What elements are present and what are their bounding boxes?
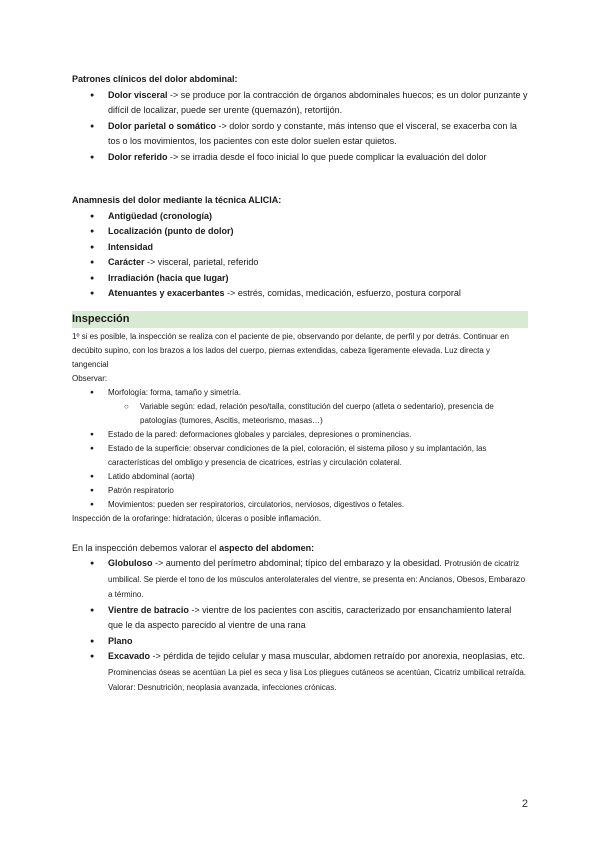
spacer (72, 180, 528, 193)
inspeccion-body (72, 330, 528, 526)
list-item: ● Morfología: forma, tamaño y simetría. ○ Variable según: edad, relación peso/talla, constitución del cuerpo (atleta o sedentario), presencia de patologías (tumores, Ascitis, meteorismo, masas…) (108, 386, 528, 428)
list-item: ● Dolor visceral -> se produce por la contracción de órganos abdominales huecos; es un dolor punzante y difícil de localizar, puede ser urente (quemazón), retortijón. (108, 88, 528, 119)
list-item: ● Carácter -> visceral, parietal, referido (108, 255, 528, 271)
list-item: ● Atenuantes y exacerbantes -> estrés, comidas, medicación, esfuerzo, postura corporal (108, 286, 528, 302)
list-item: ● Dolor referido -> se irradia desde el foco inicial lo que puede complicar la evaluación del dolor (108, 150, 528, 166)
list-item: ● Latido abdominal (aorta) (108, 470, 528, 484)
list-item: ● Globuloso -> aumento del perímetro abdominal; típico del embarazo y la obesidad. Protrusión de cicatriz umbilical. Se pierde el tono de los músculos anterolaterales del vientre, se presenta en: Ancianos, Obesos, Embarazo a término. (108, 556, 528, 603)
spacer (72, 526, 528, 541)
orofaringe-text: Inspección de la orofaringe: hidratación, úlceras o posible inflamación. (72, 513, 322, 523)
list-item: ● Movimientos: pueden ser respiratorios, circulatorios, nerviosos, digestivos o fetales. (108, 498, 528, 512)
inspeccion-heading: Inspección (72, 311, 528, 328)
inspeccion-intro: 1º si es posible, la inspección se realiza con el paciente de pie, observando por delante, de perfil y por detrás. Continuar en decúbito supino, con los brazos a los lados del cuerpo, piernas extendidas, cabeza ligeramente elevada. Luz directa y tangencial (72, 331, 509, 369)
list-item: ● Plano (108, 634, 528, 650)
sublist (108, 400, 528, 428)
page-content (72, 72, 528, 696)
page-number: 2 (521, 798, 528, 810)
observar-label: Observar: (72, 373, 108, 383)
list-item: ● Estado de la superficie: observar condiciones de la piel, coloración, el sistema piloso y su implantación, las características del ombligo y presencia de cicatrices, estrías y circulación colateral. (108, 442, 528, 470)
alicia-list (72, 209, 528, 302)
list-item: ● Estado de la pared: deformaciones globales y parciales, depresiones o prominencias. (108, 428, 528, 442)
spacer (72, 165, 528, 180)
list-item: ● Excavado -> pérdida de tejido celular y masa muscular, abdomen retraído por anorexia, neoplasias, etc. Prominencias óseas se acentúan La piel es seca y lisa Los pliegues cutáneos se acentúan, Cicatriz umbilical retraída. Valorar: Desnutrición, neoplasia avanzada, infecciones crónicas. (108, 649, 528, 696)
list-item: ● Irradiación (hacia que lugar) (108, 271, 528, 287)
patrones-list (72, 88, 528, 166)
section-title-anamnesis: Anamnesis del dolor mediante la técnica ALICIA: (72, 195, 282, 205)
list-item: ● Vientre de batracio -> vientre de los pacientes con ascitis, caracterizado por ensanchamiento lateral que le da aspecto parecido al vientre de una rana (108, 603, 528, 634)
list-item: ● Antigüedad (cronología) (108, 209, 528, 225)
list-item: ● Dolor parietal o somático -> dolor sordo y constante, más intenso que el visceral, se exacerba con la tos o los movimientos, los pacientes con este dolor suelen estar quietos. (108, 119, 528, 150)
list-item: ● Localización (punto de dolor) (108, 224, 528, 240)
list-item: ● Patrón respiratorio (108, 484, 528, 498)
observar-list (72, 386, 528, 512)
list-item: ● Intensidad (108, 240, 528, 256)
aspecto-intro: En la inspección debemos valorar el aspecto del abdomen: (72, 542, 315, 553)
spacer (72, 302, 528, 311)
section-title-patrones: Patrones clínicos del dolor abdominal: (72, 74, 238, 84)
aspecto-list (72, 556, 528, 696)
sublist-item: ○ Variable según: edad, relación peso/talla, constitución del cuerpo (atleta o sedentario), presencia de patologías (tumores, Ascitis, meteorismo, masas…) (140, 400, 528, 428)
